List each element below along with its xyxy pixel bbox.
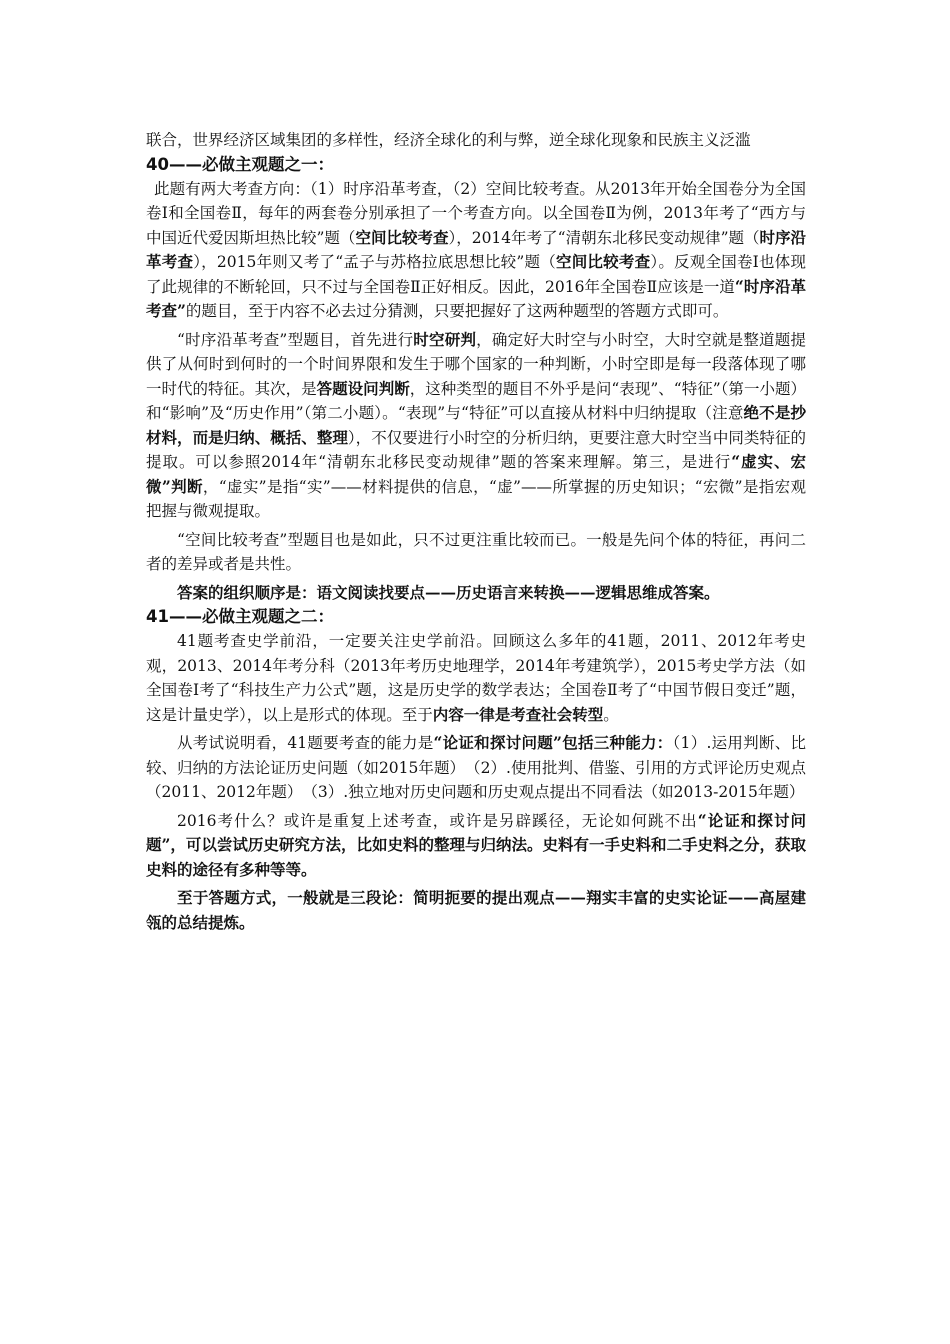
document-body [146, 128, 806, 935]
bold-text-run: 答题设问判断 [316, 378, 410, 398]
text-run: 41题考查史学前沿，一定要关注史学前沿。回顾这么多年的41题，2011、2012年考史观，2013、2014年考分科（2013年考历史地理学，2014年考建筑学），2015考史学方法（如全国卷Ⅰ考了“科技生产力公式”题，这是历史学的数学表达；全国卷Ⅱ考了“中国节假日变迁”题，这是计量史学），以上是形式的体现。至于 [146, 632, 806, 724]
paragraph-spatial: “空间比较考查”型题目也是如此，只不过更注重比较而已。一般是先问个体的特征，再问二者的差异或者是共性。 [146, 530, 806, 573]
text-run: ），2015年则又考了“孟子与苏格拉底思想比较”题（ [193, 253, 556, 271]
text-run: （1）.运用判断、比较、归纳的方法论证历史问题（如2015年题） （2）.使用批判、借鉴、引用的方式评论历史观点（2011、2012年题） （3）.独立地对历史问题和历史观点提出不同看法（如2013-2015年题） [146, 734, 806, 801]
text-run: 的题目，至于内容不必去过分猜测，只要把握好了这两种题型的答题方式即可。 [185, 302, 729, 320]
paragraph-abilities [146, 731, 806, 805]
text-run: ），2014年考了“清朝东北移民变动规律”题（ [448, 228, 760, 247]
text-run: ，这种类型的题目不外乎是问“表现”、“特征”（第一小题）和“影响”及“历史作用”（第二小题）。“表现”与“特征”可以直接从材料中归纳提取（注意 [146, 379, 806, 422]
paragraph-chronology [146, 328, 806, 524]
bold-text-run: 空间比较考查 [355, 227, 449, 247]
paragraph-answer-order: 答案的组织顺序是：语文阅读找要点——历史语言来转换——逻辑思维成答案。 [177, 582, 720, 602]
text-run: ）。反观全国卷Ⅰ也体现了此规律的不断轮回，只不过与全国卷Ⅱ正好相反。因此，2016年全国卷Ⅱ应该是一道 [146, 253, 806, 296]
paragraph-2016 [146, 809, 806, 883]
text-run: 此题有两大考查方向：（1）时序沿革考查，（2）空间比较考查。从2013年开始全国卷分为全国卷Ⅰ和全国卷Ⅱ，每年的两套卷分别承担了一个考查方向。以全国卷Ⅱ为例，2013年考了“西方与中国近代爱因斯坦热比较”题（ [146, 179, 806, 247]
text-run: ，“虚实”是指“实”——材料提供的信息，“虚”——所掌握的历史知识；“宏微”是指宏观把握与微观提取。 [146, 477, 806, 520]
heading-40: 40——必做主观题之一： [146, 154, 334, 174]
bold-text-run: 内容一律是考查社会转型 [432, 704, 604, 724]
paragraph-41-intro [146, 629, 806, 727]
heading-41: 41——必做主观题之二： [146, 607, 334, 626]
bold-text-run: “论证和探讨问题”，可以尝试历史研究方法，比如史料的整理与归纳法。史料有一手史料和二手史料之分，获取史料的途径有多种等等。 [146, 810, 807, 879]
text-run: 。 [603, 705, 619, 724]
bold-text-run: 时序沿革考查 [146, 227, 807, 271]
bold-text-run: “时序沿革考查” [146, 276, 806, 320]
top-line: 联合，世界经济区域集团的多样性，经济全球化的利与弊，逆全球化现象和民族主义泛滥 [146, 131, 751, 149]
text-run: ，确定好大时空与小时空，大时空就是整道题提供了从何时到何时的一个时间界限和发生于哪个国家的一种判断，小时空即是每一段落体现了哪一时代的特征。其次，是 [146, 330, 806, 398]
text-run: ），不仅要进行小时空的分析归纳，更要注意大时空当中同类特征的提取。可以参照2014年“清朝东北移民变动规律”题的答案来理解。第三，是进行 [146, 428, 806, 471]
bold-text-run: 绝不是抄材料，而是归纳、概括、整理 [146, 403, 806, 447]
paragraph-40-intro [146, 177, 806, 324]
text-run: 2016考什么？或许是重复上述考查，或许是另辟蹊径，无论如何跳不出 [177, 811, 698, 830]
text-run: “时序沿革考查”型题目，首先进行 [177, 330, 414, 349]
bold-text-run: 时空研判 [413, 329, 477, 349]
text-run: 从考试说明看，41题要考查的能力是 [177, 734, 434, 752]
bold-text-run: 空间比较考查 [555, 252, 651, 271]
paragraph-answer-method: 至于答题方式，一般就是三段论：简明扼要的提出观点——翔实丰富的史实论证——高屋建瓴的总结提炼。 [146, 888, 806, 932]
bold-text-run: “虚实、宏微”判断 [146, 452, 806, 496]
bold-text-run: “论证和探讨问题”包括三种能力： [433, 733, 673, 752]
